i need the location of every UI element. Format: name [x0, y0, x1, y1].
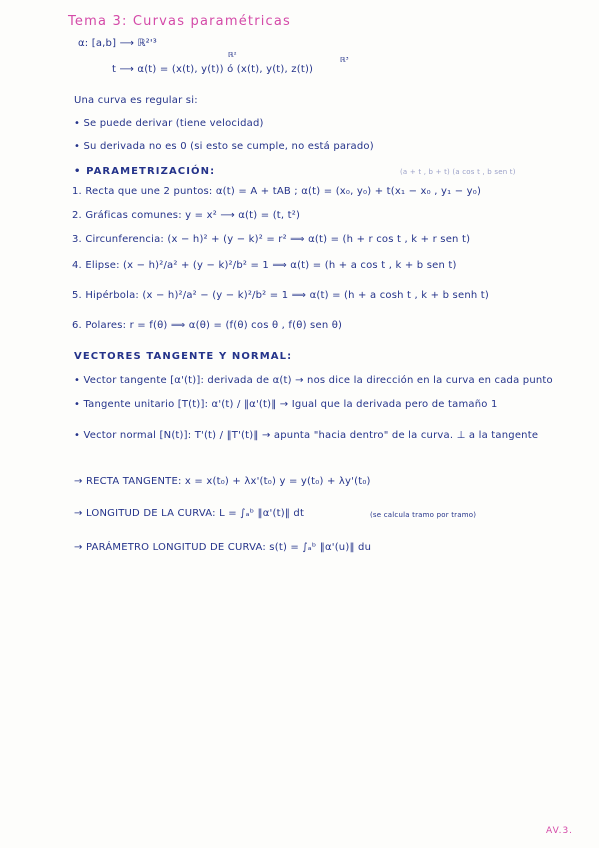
regular-bullet-1: • Se puede derivar (tiene velocidad) — [74, 118, 264, 129]
vector-tangent: • Vector tangente [α'(t)]: derivada de α(t) → nos dice la dirección en la curva en cada punto — [74, 375, 553, 386]
tangent-line: → RECTA TANGENTE: x = x(t₀) + λx'(t₀) y = y(t₀) + λy'(t₀) — [74, 476, 371, 487]
curve-length: → LONGITUD DE LA CURVA: L = ∫ₐᵇ ‖α'(t)‖ dt — [74, 508, 305, 519]
param-item-4: 4. Elipse: (x − h)²/a² + (y − k)²/b² = 1 ⟹ α(t) = (h + a cos t , k + b sen t) — [72, 260, 457, 271]
def-line-2: t ⟶ α(t) = (x(t), y(t)) ó (x(t), y(t), z(t)) — [112, 64, 314, 75]
param-heading: • PARAMETRIZACIÓN: — [74, 166, 216, 177]
param-item-6: 6. Polares: r = f(θ) ⟹ α(θ) = (f(θ) cos θ , f(θ) sen θ) — [72, 320, 343, 331]
vectors-heading: VECTORES TANGENTE Y NORMAL: — [74, 351, 293, 362]
param-note: (a + t , b + t) (a cos t , b sen t) — [400, 168, 516, 176]
vector-unit-tangent: • Tangente unitario [T(t)]: α'(t) / ‖α'(t)‖ → Igual que la derivada pero de tamaño 1 — [74, 399, 498, 410]
def-sup-r2: ℝ² — [228, 51, 237, 59]
page-footer: AV.3. — [546, 826, 574, 836]
regular-intro: Una curva es regular si: — [74, 95, 198, 106]
vector-normal: • Vector normal [N(t)]: T'(t) / ‖T'(t)‖ → apunta "hacia dentro" de la curva. ⊥ a la tangente — [74, 430, 539, 441]
param-item-1: 1. Recta que une 2 puntos: α(t) = A + tAB ; α(t) = (x₀, y₀) + t(x₁ − x₀ , y₁ − y₀) — [72, 186, 482, 197]
def-line-1: α: [a,b] ⟶ ℝ²'³ — [78, 38, 157, 49]
param-item-2: 2. Gráficas comunes: y = x² ⟶ α(t) = (t, t²) — [72, 210, 301, 221]
def-sup-r3: ℝ³ — [340, 56, 349, 64]
curve-length-note: (se calcula tramo por tramo) — [370, 511, 477, 519]
page-title: Tema 3: Curvas paramétricas — [68, 14, 292, 29]
regular-bullet-2: • Su derivada no es 0 (si esto se cumple, no está parado) — [74, 141, 374, 152]
param-item-5: 5. Hipérbola: (x − h)²/a² − (y − k)²/b² = 1 ⟹ α(t) = (h + a cosh t , k + b senh t) — [72, 290, 489, 301]
arc-length-parameter: → PARÁMETRO LONGITUD DE CURVA: s(t) = ∫ₐᵇ ‖α'(u)‖ du — [74, 542, 372, 553]
param-item-3: 3. Circunferencia: (x − h)² + (y − k)² = r² ⟹ α(t) = (h + r cos t , k + r sen t) — [72, 234, 471, 245]
